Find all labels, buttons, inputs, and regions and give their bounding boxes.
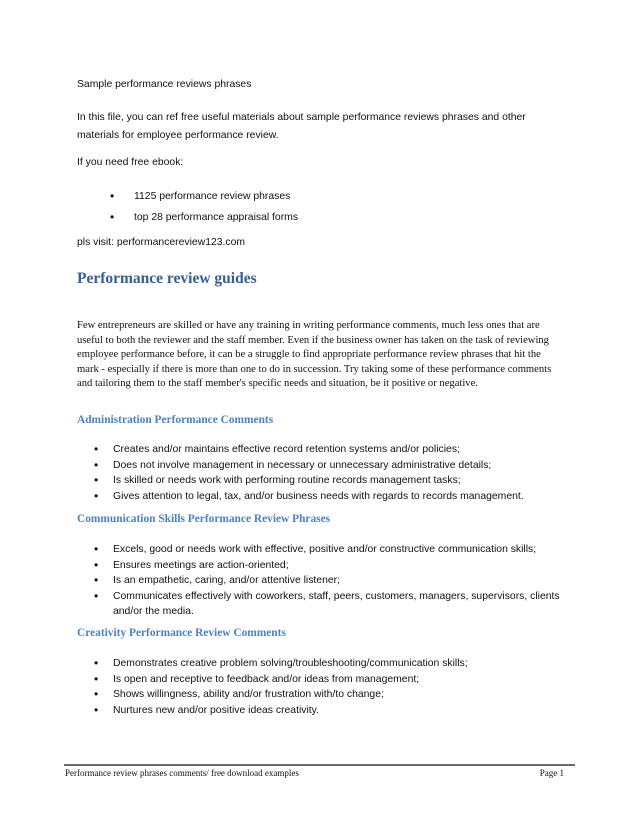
list-item: • top 28 performance appraisal forms [110,207,510,228]
section-heading-communication: Communication Skills Performance Review Phrases [77,513,331,525]
guides-heading: Performance review guides [77,270,257,287]
list-item: • Creates and/or maintains effective record retention systems and/or policies; [95,442,565,458]
section-heading-creativity: Creativity Performance Review Comments [77,627,286,639]
list-item: • Demonstrates creative problem solving/troubleshooting/communication skills; [95,656,565,672]
creativity-list [95,656,565,718]
footer-divider [64,764,575,766]
section-heading-administration: Administration Performance Comments [77,414,274,426]
list-item: • Gives attention to legal, tax, and/or business needs with regards to records management. [95,489,565,505]
intro-paragraph: In this file, you can ref free useful materials about sample performance reviews phrases and other materials for employee performance review. [77,112,526,141]
list-item: • Does not involve management in necessary or unnecessary administrative details; [95,458,565,474]
document-title: Sample performance reviews phrases [77,79,252,90]
list-item: • Nurtures new and/or positive ideas creativity. [95,703,565,719]
administration-list [95,442,565,504]
list-item: • Is open and receptive to feedback and/or ideas from management; [95,672,565,688]
guides-paragraph: Few entrepreneurs are skilled or have any training in writing performance comments, much less ones that are useful to both the reviewer and the staff member. Even if the business owner has taken on the task of reviewing employee performance before, it can be a struggle to find appropriate performance review phrases that hit the mark - especially if there is more than one to do in succession. Try taking some of these performance comments and tailoring them to the staff member's specific needs and situation, be it positive or negative. [77,320,552,390]
list-item: • Communicates effectively with coworkers, staff, peers, customers, managers, supervisors, clients and/or the media. [95,589,565,620]
footer-text: Performance review phrases comments/ free download examples [65,768,299,778]
visit-line: pls visit: performancereview123.com [77,237,246,248]
list-item: • Excels, good or needs work with effective, positive and/or constructive communication skills; [95,542,565,558]
list-item: • Shows willingness, ability and/or frustration with/to change; [95,687,565,703]
communication-list [95,542,565,620]
list-item: • Is skilled or needs work with performing routine records management tasks; [95,473,565,489]
ebook-prompt: If you need free ebook: [77,157,184,168]
list-item: • Ensures meetings are action-oriented; [95,558,565,574]
ebook-list [110,186,510,228]
page-number: Page 1 [539,768,564,778]
list-item: • 1125 performance review phrases [110,186,510,207]
list-item: • Is an empathetic, caring, and/or attentive listener; [95,573,565,589]
